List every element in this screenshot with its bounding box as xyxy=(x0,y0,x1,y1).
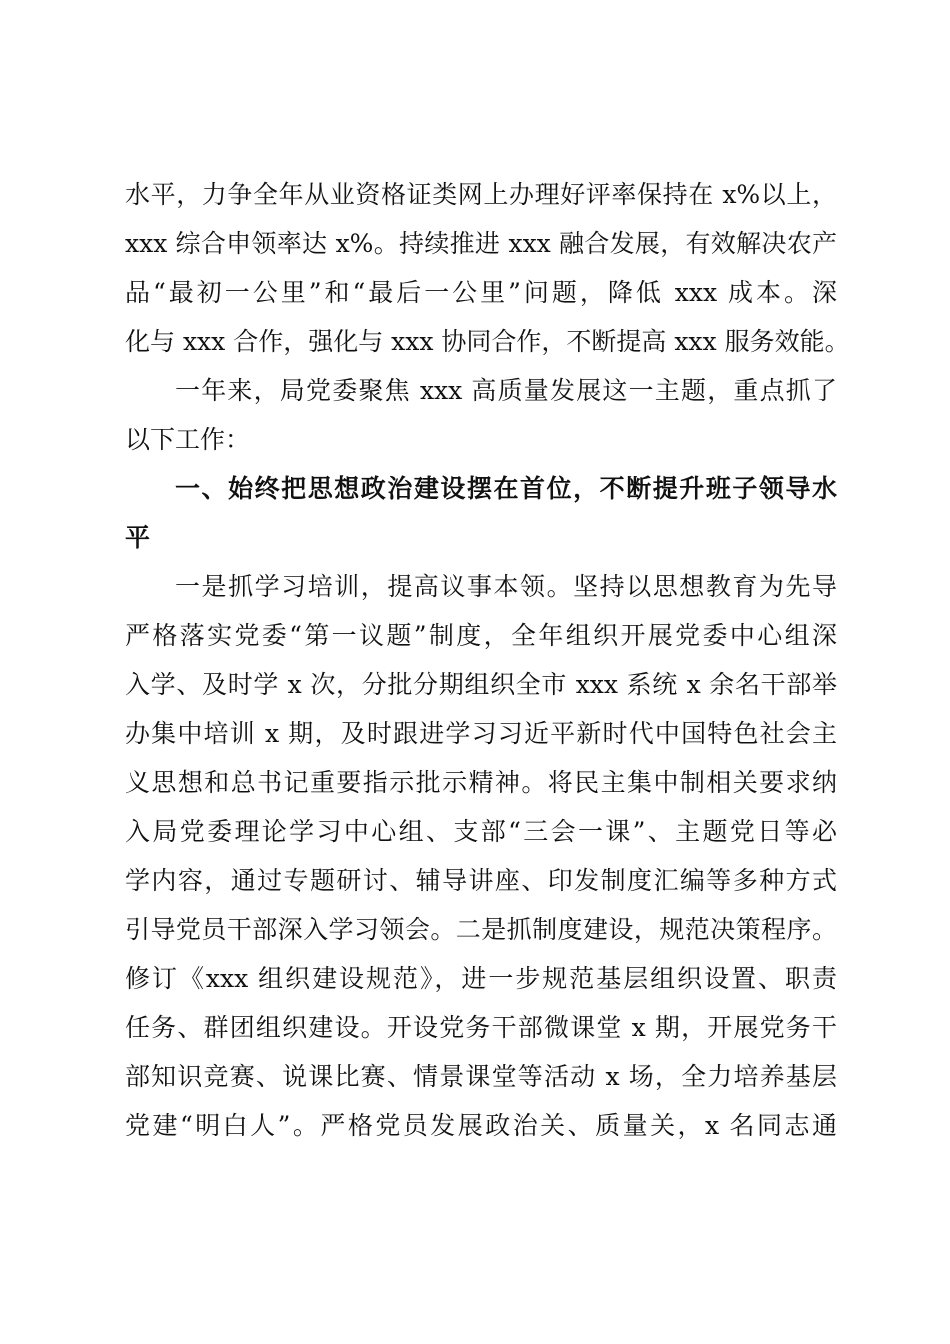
text-line: 以下工作： xyxy=(125,425,251,454)
text-line: 入学、及时学 x 次，分批分期组织全市 xxx 系统 x 余名干部举 xyxy=(125,670,837,699)
text-line: 党建“明白人”。严格党员发展政治关、质量关，x 名同志通 xyxy=(125,1111,837,1140)
text-line: 水平，力争全年从业资格证类网上办理好评率保持在 x%以上， xyxy=(125,180,837,209)
text-line: xxx 综合申领率达 x%。持续推进 xxx 融合发展，有效解决农产 xyxy=(125,229,837,258)
text-line: 办集中培训 x 期，及时跟进学习习近平新时代中国特色社会主 xyxy=(125,719,837,748)
heading-line: 平 xyxy=(125,523,151,552)
text-line: 品“最初一公里”和“最后一公里”问题，降低 xxx 成本。深 xyxy=(125,278,837,307)
text-line: 义思想和总书记重要指示批示精神。将民主集中制相关要求纳 xyxy=(125,768,837,797)
text-line: 部知识竞赛、说课比赛、情景课堂等活动 x 场，全力培养基层 xyxy=(125,1062,837,1091)
text-line: 修订《xxx 组织建设规范》，进一步规范基层组织设置、职责 xyxy=(125,964,837,993)
text-line: 化与 xxx 合作，强化与 xxx 协同合作，不断提高 xxx 服务效能。 xyxy=(125,327,850,356)
text-line: 入局党委理论学习中心组、支部“三会一课”、主题党日等必 xyxy=(125,817,837,846)
text-line: 学内容，通过专题研讨、辅导讲座、印发制度汇编等多种方式 xyxy=(125,866,837,895)
document-body xyxy=(125,170,850,1150)
text-line: 严格落实党委“第一议题”制度，全年组织开展党委中心组深 xyxy=(125,621,837,650)
paragraph-body xyxy=(125,562,837,1150)
paragraph-continuation xyxy=(125,170,850,366)
text-line: 引导党员干部深入学习领会。二是抓制度建设，规范决策程序。 xyxy=(125,915,837,944)
paragraph-intro xyxy=(125,366,837,464)
text-line: 一是抓学习培训，提高议事本领。坚持以思想教育为先导 xyxy=(175,572,837,601)
heading-line: 一、始终把思想政治建设摆在首位，不断提升班子领导水 xyxy=(175,474,837,503)
text-line: 任务、群团组织建设。开设党务干部微课堂 x 期，开展党务干 xyxy=(125,1013,837,1042)
text-line: 一年来，局党委聚焦 xxx 高质量发展这一主题，重点抓了 xyxy=(175,376,837,405)
section-heading xyxy=(125,464,837,562)
